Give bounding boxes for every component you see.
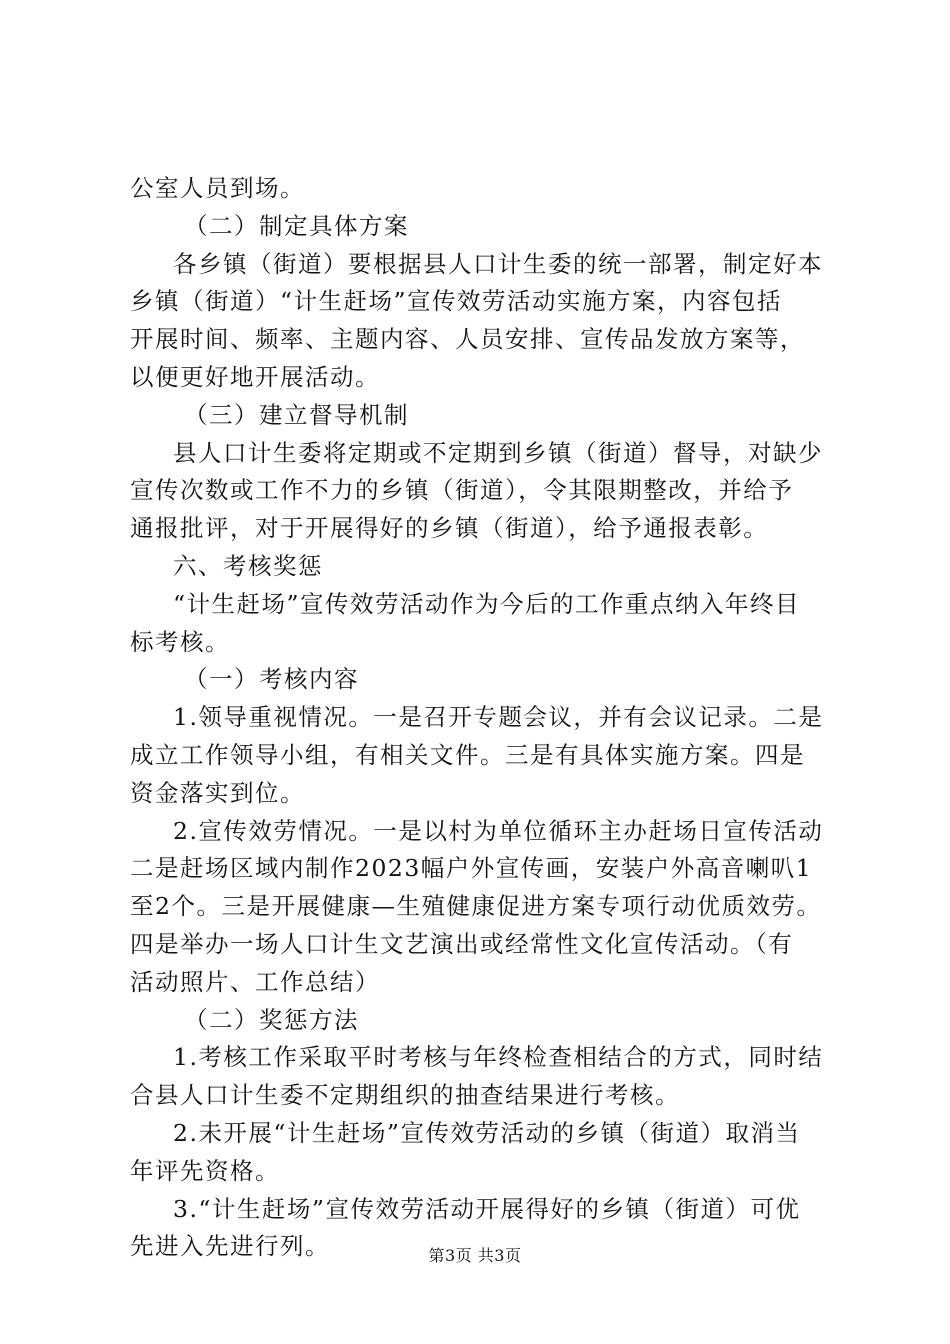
chapter-heading: 六、考核奖惩 — [173, 551, 323, 580]
text-line: 先进入先进行列。 — [130, 1232, 330, 1261]
text-line: 四是举办一场人口计生文艺演出或经常性文化宣传活动。（有 — [130, 929, 794, 958]
text-line: 2.宣传效劳情况。一是以村为单位循环主办赶场日宣传活动 — [173, 816, 824, 845]
text-line: 宣传次数或工作不力的乡镇（街道），令其限期整改，并给予 — [130, 476, 794, 505]
text-line: 公室人员到场。 — [130, 174, 305, 202]
section-heading: （三）建立督导机制 — [184, 400, 409, 429]
document-body — [130, 170, 835, 1266]
text-line: “计生赶场”宣传效劳活动作为今后的工作重点纳入年终目 — [173, 589, 801, 618]
text-line: 各乡镇（街道）要根据县人口计生委的统一部署，制定好本 — [173, 249, 823, 278]
text-line: 至2个。三是开展健康—生殖健康促进方案专项行动优质效劳。 — [130, 892, 822, 921]
section-heading: （一）考核内容 — [184, 665, 359, 694]
text-line: 以便更好地开展活动。 — [130, 362, 380, 391]
text-line: 活动照片、工作总结） — [130, 967, 380, 996]
page-number-footer: 第3页 共3页 — [428, 1246, 522, 1265]
text-line: 资金落实到位。 — [130, 778, 305, 807]
text-line: 乡镇（街道）“计生赶场”宣传效劳活动实施方案，内容包括 — [130, 287, 783, 316]
text-line: 年评先资格。 — [130, 1156, 280, 1185]
text-line: 县人口计生委将定期或不定期到乡镇（街道）督导，对缺少 — [173, 438, 823, 467]
section-heading: （二）奖惩方法 — [184, 1005, 359, 1034]
section-heading: （二）制定具体方案 — [184, 211, 409, 240]
text-line: 开展时间、频率、主题内容、人员安排、宣传品发放方案等， — [130, 325, 805, 354]
text-line: 1.考核工作采取平时考核与年终检查相结合的方式，同时结 — [173, 1043, 824, 1072]
text-line: 二是赶场区域内制作2023幅户外宣传画，安装户外高音喇叭1 — [130, 854, 813, 883]
text-line: 成立工作领导小组，有相关文件。三是有具体实施方案。四是 — [130, 740, 805, 769]
text-line: 通报批评，对于开展得好的乡镇（街道），给予通报表彰。 — [130, 514, 769, 543]
text-line: 标考核。 — [130, 627, 230, 656]
text-line: 1.领导重视情况。一是召开专题会议，并有会议记录。二是 — [173, 703, 824, 732]
text-line: 3.“计生赶场”宣传效劳活动开展得好的乡镇（街道）可优 — [173, 1194, 801, 1223]
text-line: 合县人口计生委不定期组织的抽查结果进行考核。 — [130, 1081, 680, 1110]
text-line: 2.未开展“计生赶场”宣传效劳活动的乡镇（街道）取消当 — [173, 1118, 801, 1147]
